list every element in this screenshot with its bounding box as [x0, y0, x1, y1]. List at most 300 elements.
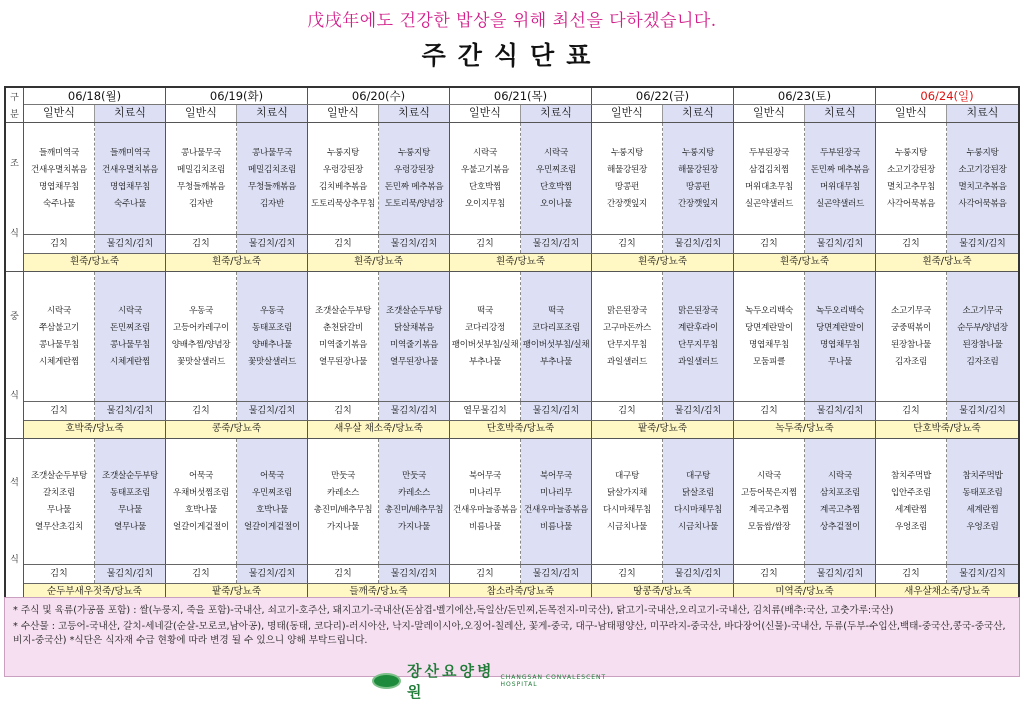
- menu-item: 팽이버섯부침/실채: [451, 339, 519, 350]
- menu-item: 미역줄기볶음: [389, 339, 438, 350]
- kimchi-cell: 김치: [734, 402, 805, 420]
- meal-name-char: 식: [10, 228, 19, 239]
- menu-item: 우불고기볶음: [460, 164, 509, 175]
- kimchi-cell: 물김치/김치: [237, 235, 308, 253]
- menu-item: 소고기강된장: [958, 164, 1007, 175]
- general-menu-cell: [592, 123, 663, 234]
- menu-item: 명엽채무침: [819, 339, 860, 350]
- kimchi-cell: 김치: [24, 235, 95, 253]
- menu-item: 궁중떡볶이: [890, 322, 931, 333]
- porridge-row: [24, 421, 1018, 438]
- porridge-cell: 흰죽/당뇨죽: [592, 254, 734, 271]
- menu-item: 사각어묵볶음: [958, 198, 1007, 209]
- hospital-logo: [372, 662, 622, 701]
- menu-item: 녹두오리백숙: [815, 305, 864, 316]
- type-general-header: 일반식: [24, 105, 95, 122]
- menu-item: 시락국: [827, 470, 852, 481]
- menu-item: 북어무국: [539, 470, 572, 481]
- type-therapy-header: 치료식: [95, 105, 166, 122]
- meal-name: [6, 123, 24, 271]
- menu-item: 건새우멸치볶음: [30, 164, 87, 175]
- origin-sea-text: * 수산물 : 고등어-국내산, 갈치-세네갈(순살-모로코,남아공), 명태(동태, 코다리)-러시아산, 낙지-말레이시아,오징어-칠레산, 꽃게-중국, 대구-남태평양산, 미꾸라지-중국산, 바다장어(신물)-국내산, 두류(두부-수입산,백태-중국산,콩국-중국산,비지-중국산) *식단은 식자재 수급 현황에 따라 변경 될 수 있으니 양해 부탁드립니다.: [13, 621, 1006, 646]
- menu-item: 호박나물: [255, 504, 288, 515]
- therapy-menu-cell: [947, 439, 1018, 564]
- menu-item: 조갯살순두부탕: [314, 305, 371, 316]
- kimchi-cell: 물김치/김치: [521, 235, 592, 253]
- general-menu-cell: [308, 272, 379, 401]
- menu-item: 고등어카레구이: [172, 322, 229, 333]
- menu-item: 과일샐러드: [677, 356, 718, 367]
- menu-item: 돈민짜 메추볶음: [384, 181, 444, 192]
- type-therapy-header: 치료식: [237, 105, 308, 122]
- porridge-cell: 순두부새우젓죽/당뇨죽: [24, 584, 166, 601]
- menu-item: 단무지무침: [677, 339, 718, 350]
- porridge-cell: 참소라죽/당뇨죽: [450, 584, 592, 601]
- general-menu-cell: [450, 439, 521, 564]
- therapy-menu-cell: [379, 123, 450, 234]
- porridge-cell: 단호박죽/당뇨죽: [913, 423, 981, 434]
- kimchi-cell: 김치: [24, 402, 95, 420]
- kimchi-cell: 김치: [876, 235, 947, 253]
- menu-item: 조갯살순두부탕: [101, 470, 158, 481]
- porridge-cell: 콩죽/당뇨죽: [166, 421, 308, 438]
- type-therapy-header: 치료식: [521, 105, 592, 122]
- menu-item: 건새우마늘종볶음: [523, 504, 588, 515]
- menu-item: 고등어묵은지찜: [740, 487, 797, 498]
- menu-item: 미나리무: [539, 487, 572, 498]
- menu-item: 코다리포조림: [531, 322, 580, 333]
- menu-item: 춘천닭갈비: [322, 322, 363, 333]
- menu-item: 단무지무침: [606, 339, 647, 350]
- menu-item: 시체게란찜: [109, 356, 150, 367]
- kimchi-cell: 물김치/김치: [805, 565, 876, 583]
- menu-item: 도토리묵상추무침: [310, 198, 375, 209]
- menu-item: 시락국: [472, 147, 497, 158]
- menu-item: 다시마채무침: [673, 504, 722, 515]
- menu-item: 대구탕: [685, 470, 710, 481]
- menu-item: 시금치나물: [606, 521, 647, 532]
- porridge-cell: 흰죽/당뇨죽: [308, 254, 450, 271]
- menu-item: 양배추나물: [251, 339, 292, 350]
- menu-item: 양배추찜/양념장: [171, 339, 231, 350]
- menu-item: 무청들깨볶음: [247, 181, 296, 192]
- general-menu-cell: [166, 123, 237, 234]
- page-title: 주간식단표: [421, 41, 603, 70]
- menu-item: 동태포조림: [251, 322, 292, 333]
- menu-item: 대구탕: [614, 470, 639, 481]
- menu-item: 오이지무침: [464, 198, 505, 209]
- weekly-menu-table: [4, 86, 1020, 603]
- menu-item: 돈민찌조림: [109, 322, 150, 333]
- therapy-menu-cell: [521, 439, 592, 564]
- kimchi-cell: 김치: [450, 235, 521, 253]
- menu-item: 된장참나물: [890, 339, 931, 350]
- menu-item: 우렁강된장: [393, 164, 434, 175]
- menu-item: 우민찌조림: [251, 487, 292, 498]
- kimchi-cell: 물김치/김치: [663, 235, 734, 253]
- kimchi-cell: 물김치/김치: [237, 402, 308, 420]
- hospital-name-en: CHANGSAN CONVALESCENT HOSPITAL: [500, 674, 607, 688]
- therapy-menu-cell: [521, 123, 592, 234]
- menu-item: 머위대초무침: [744, 181, 793, 192]
- menu-item: 닭살가지채: [606, 487, 647, 498]
- kimchi-cell: 물김치/김치: [95, 235, 166, 253]
- menu-item: 콩나물무침: [38, 339, 79, 350]
- day-header: 06/22(금): [592, 88, 734, 104]
- menu-item: 건새우멸치볶음: [101, 164, 158, 175]
- kimchi-cell: 김치: [734, 235, 805, 253]
- kimchi-cell: 물김치/김치: [95, 565, 166, 583]
- menu-item: 멸치고추무침: [886, 181, 935, 192]
- dish-row: [24, 272, 1018, 402]
- menu-item: 삼겹김치찜: [748, 164, 789, 175]
- menu-item: 만둣국: [401, 470, 426, 481]
- menu-item: 어묵국: [259, 470, 284, 481]
- menu-item: 김자조림: [966, 356, 999, 367]
- menu-item: 실곤약샐러드: [815, 198, 864, 209]
- porridge-cell: 팥죽/당뇨죽: [592, 421, 734, 438]
- menu-item: 맑은된장국: [606, 305, 647, 316]
- general-menu-cell: [166, 439, 237, 564]
- menu-item: 과일샐러드: [606, 356, 647, 367]
- menu-item: 삼치포조림: [819, 487, 860, 498]
- therapy-menu-cell: [663, 123, 734, 234]
- gubun-top: 구: [10, 93, 19, 103]
- menu-item: 당면계란말이: [744, 322, 793, 333]
- menu-item: 부추나물: [539, 356, 572, 367]
- meal-name-char: 중: [10, 312, 19, 322]
- menu-item: 계란후라이: [677, 322, 718, 333]
- menu-item: 갈치조림: [42, 487, 75, 498]
- menu-item: 간장깻잎지: [677, 198, 718, 209]
- therapy-menu-cell: [805, 272, 876, 401]
- therapy-menu-cell: [805, 123, 876, 234]
- menu-item: 우엉조림: [966, 521, 999, 532]
- menu-item: 우엉조림: [894, 521, 927, 532]
- menu-item: 어묵국: [188, 470, 213, 481]
- menu-item: 시락국: [543, 147, 568, 158]
- menu-item: 누룽지탕: [894, 147, 927, 158]
- dish-row: [24, 439, 1018, 565]
- menu-item: 비름나물: [468, 521, 501, 532]
- menu-item: 돈민짜 메추볶음: [810, 164, 870, 175]
- menu-item: 무나물: [117, 504, 142, 515]
- kimchi-cell: 물김치/김치: [805, 235, 876, 253]
- menu-item: 간장깻잎지: [606, 198, 647, 209]
- menu-item: 건새우마늘종볶음: [452, 504, 517, 515]
- porridge-cell: 녹두죽/당뇨죽: [734, 421, 876, 438]
- menu-item: 김치베추볶음: [318, 181, 367, 192]
- menu-item: 땅콩펀: [614, 181, 639, 192]
- general-menu-cell: [166, 272, 237, 401]
- menu-item: 호박나물: [184, 504, 217, 515]
- porridge-cell: 새우살채소죽/당뇨죽: [904, 586, 990, 597]
- menu-item: 메밀김치조림: [176, 164, 225, 175]
- general-menu-cell: [592, 439, 663, 564]
- menu-item: 계곡고추찜: [819, 504, 860, 515]
- menu-item: 시락국: [46, 305, 71, 316]
- menu-item: 세계란찜: [894, 504, 927, 515]
- therapy-menu-cell: [95, 123, 166, 234]
- general-menu-cell: [876, 272, 947, 401]
- menu-item: 닭살채볶음: [393, 322, 434, 333]
- type-general-header: 일반식: [166, 105, 237, 122]
- kimchi-cell: 김치: [308, 565, 379, 583]
- menu-item: 북어무국: [468, 470, 501, 481]
- therapy-menu-cell: [237, 123, 308, 234]
- menu-item: 당면계란말이: [815, 322, 864, 333]
- menu-item: 팽이버섯부침/실채: [522, 339, 590, 350]
- menu-item: 누룽지탕: [397, 147, 430, 158]
- porridge-cell: 흰죽/당뇨죽: [450, 254, 592, 271]
- day-header: 06/23(토): [734, 88, 876, 104]
- menu-item: 쭈삼불고기: [38, 322, 79, 333]
- kimchi-cell: 물김치/김치: [237, 565, 308, 583]
- day-header: 06/18(월): [24, 88, 166, 104]
- menu-item: 닭살조림: [681, 487, 714, 498]
- menu-item: 우채버섯찜조림: [172, 487, 229, 498]
- kimchi-cell: 물김치/김치: [95, 402, 166, 420]
- menu-item: 부추나물: [468, 356, 501, 367]
- porridge-cell: 흰죽/당뇨죽: [734, 254, 876, 271]
- menu-item: 명엽채무침: [38, 181, 79, 192]
- kimchi-row: [24, 402, 1018, 421]
- porridge-cell: 흰죽/당뇨죽: [166, 254, 308, 271]
- menu-item: 단호박찜: [539, 181, 572, 192]
- menu-item: 다시마채무침: [602, 504, 651, 515]
- kimchi-cell: 김치: [592, 402, 663, 420]
- therapy-menu-cell: [663, 439, 734, 564]
- therapy-menu-cell: [379, 439, 450, 564]
- porridge-cell: 흰죽/당뇨죽: [24, 254, 166, 271]
- menu-item: 열무된장나물: [318, 356, 367, 367]
- gubun-cell: [6, 88, 24, 122]
- menu-item: 참치주먹밥: [890, 470, 931, 481]
- menu-item: 소고기무국: [962, 305, 1003, 316]
- kimchi-cell: 김치: [876, 565, 947, 583]
- type-general-header: 일반식: [734, 105, 805, 122]
- menu-item: 명엽채무침: [748, 339, 789, 350]
- menu-item: 시락국: [117, 305, 142, 316]
- menu-item: 우동국: [188, 305, 213, 316]
- menu-item: 우렁강된장: [322, 164, 363, 175]
- menu-item: 콩나물무침: [109, 339, 150, 350]
- menu-item: 참치주먹밥: [962, 470, 1003, 481]
- therapy-menu-cell: [947, 123, 1018, 234]
- therapy-menu-cell: [805, 439, 876, 564]
- menu-item: 모둠피클: [752, 356, 785, 367]
- kimchi-cell: 물김치/김치: [663, 402, 734, 420]
- menu-item: 김자반: [259, 198, 284, 209]
- porridge-cell: 새우살 채소죽/당뇨죽: [308, 421, 450, 438]
- menu-item: 숙주나물: [113, 198, 146, 209]
- kimchi-cell: 열무물김치: [450, 402, 521, 420]
- porridge-cell: 땅콩죽/당뇨죽: [592, 584, 734, 601]
- therapy-menu-cell: [95, 272, 166, 401]
- therapy-menu-cell: [663, 272, 734, 401]
- menu-item: 상추겉절이: [819, 521, 860, 532]
- menu-item: 콩나물무국: [251, 147, 292, 158]
- type-therapy-header: 치료식: [947, 105, 1018, 122]
- general-menu-cell: [734, 439, 805, 564]
- menu-item: 모둠쌈/쌈장: [747, 521, 791, 532]
- menu-item: 가지나물: [397, 521, 430, 532]
- kimchi-cell: 물김치/김치: [521, 402, 592, 420]
- type-general-header: 일반식: [592, 105, 663, 122]
- origin-meat-text: * 주식 및 육류(가공품 포함) : 쌀(누룽지, 죽을 포함)-국내산, 쇠고기-호주산, 돼지고기-국내산(돈삼겹-벨기에산,독일산/돈민찌,돈목전지-미국산), 닭고기-국내산,오리고기-국내산, 김치류(배추:국산, 고춧가루:국산): [13, 605, 894, 616]
- kimchi-cell: 김치: [592, 565, 663, 583]
- general-menu-cell: [24, 272, 95, 401]
- kimchi-row: [24, 565, 1018, 584]
- menu-item: 두부된장국: [819, 147, 860, 158]
- menu-item: 시락국: [756, 470, 781, 481]
- menu-item: 맑은된장국: [677, 305, 718, 316]
- meal-name-char: 조: [10, 158, 19, 169]
- menu-item: 입안주조림: [890, 487, 931, 498]
- kimchi-cell: 김치: [876, 402, 947, 420]
- menu-item: 총진미/배추무침: [313, 504, 373, 515]
- day-header-row: [24, 88, 1018, 105]
- type-therapy-header: 치료식: [805, 105, 876, 122]
- menu-item: 숙주나물: [42, 198, 75, 209]
- kimchi-cell: 김치: [308, 402, 379, 420]
- origin-notice: [4, 597, 1020, 677]
- menu-item: 카레소스: [397, 487, 430, 498]
- kimchi-cell: 김치: [308, 235, 379, 253]
- menu-item: 들깨미역국: [38, 147, 79, 158]
- menu-item: 누룽지탕: [610, 147, 643, 158]
- porridge-cell: 단호박죽/당뇨죽: [450, 421, 592, 438]
- porridge-cell: 호박죽/당뇨죽: [24, 421, 166, 438]
- type-header-row: [24, 105, 1018, 122]
- menu-item: 실곤약샐러드: [744, 198, 793, 209]
- menu-item: 무나물: [46, 504, 71, 515]
- kimchi-cell: 물김치/김치: [947, 235, 1018, 253]
- menu-item: 조갯살순두부탕: [30, 470, 87, 481]
- hospital-name: 장산요양병원: [407, 662, 495, 701]
- menu-item: 무나물: [827, 356, 852, 367]
- menu-item: 계곡고추찜: [748, 504, 789, 515]
- menu-item: 녹두오리백숙: [744, 305, 793, 316]
- general-menu-cell: [24, 439, 95, 564]
- type-general-header: 일반식: [876, 105, 947, 122]
- kimchi-cell: 물김치/김치: [663, 565, 734, 583]
- menu-item: 들깨미역국: [109, 147, 150, 158]
- general-menu-cell: [308, 123, 379, 234]
- porridge-cell: 흰죽/당뇨죽: [922, 256, 972, 267]
- kimchi-cell: 물김치/김치: [379, 235, 450, 253]
- menu-item: 세계란찜: [966, 504, 999, 515]
- therapy-menu-cell: [237, 272, 308, 401]
- menu-item: 꽃맛살샐러드: [176, 356, 225, 367]
- day-header: 06/20(수): [308, 88, 450, 104]
- day-header: 06/21(목): [450, 88, 592, 104]
- menu-item: 시금치나물: [677, 521, 718, 532]
- gubun-bottom: 분: [10, 110, 19, 120]
- general-menu-cell: [308, 439, 379, 564]
- kimchi-cell: 물김치/김치: [521, 565, 592, 583]
- menu-item: 사각어묵볶음: [886, 198, 935, 209]
- menu-item: 조갯살순두부탕: [385, 305, 442, 316]
- kimchi-cell: 김치: [450, 565, 521, 583]
- menu-item: 해물강된장: [606, 164, 647, 175]
- menu-item: 열무나물: [113, 521, 146, 532]
- menu-item: 김자조림: [894, 356, 927, 367]
- menu-item: 명엽채무침: [109, 181, 150, 192]
- menu-item: 누룽지탕: [326, 147, 359, 158]
- menu-item: 고구마돈까스: [602, 322, 651, 333]
- general-menu-cell: [24, 123, 95, 234]
- menu-item: 무청들깨볶음: [176, 181, 225, 192]
- day-header: 06/19(화): [166, 88, 308, 104]
- general-menu-cell: [450, 272, 521, 401]
- menu-item: 도토리묵/양념장: [384, 198, 444, 209]
- meal-section: [6, 272, 1018, 439]
- kimchi-cell: 김치: [24, 565, 95, 583]
- type-therapy-header: 치료식: [663, 105, 734, 122]
- type-general-header: 일반식: [308, 105, 379, 122]
- kimchi-cell: 김치: [592, 235, 663, 253]
- dish-row: [24, 123, 1018, 235]
- menu-item: 열무산초김치: [34, 521, 83, 532]
- general-menu-cell: [876, 439, 947, 564]
- kimchi-cell: 김치: [734, 565, 805, 583]
- menu-item: 만둣국: [330, 470, 355, 481]
- general-menu-cell: [450, 123, 521, 234]
- menu-item: 우민찌조림: [535, 164, 576, 175]
- meal-name: [6, 272, 24, 438]
- menu-item: 꽃맛살샐러드: [247, 356, 296, 367]
- kimchi-cell: 물김치/김치: [947, 402, 1018, 420]
- menu-item: 떡국: [547, 305, 564, 316]
- type-general-header: 일반식: [450, 105, 521, 122]
- therapy-menu-cell: [947, 272, 1018, 401]
- type-therapy-header: 치료식: [379, 105, 450, 122]
- kimchi-cell: 물김치/김치: [379, 565, 450, 583]
- menu-item: 총진미/배추무침: [384, 504, 444, 515]
- menu-item: 누룽지탕: [966, 147, 999, 158]
- kimchi-cell: 물김치/김치: [379, 402, 450, 420]
- porridge-cell: 팥죽/당뇨죽: [166, 584, 308, 601]
- menu-item: 콩나물무국: [180, 147, 221, 158]
- menu-item: 누룽지탕: [681, 147, 714, 158]
- meal-section: [6, 439, 1018, 601]
- menu-item: 소고기강된장: [886, 164, 935, 175]
- menu-item: 김자반: [188, 198, 213, 209]
- therapy-menu-cell: [237, 439, 308, 564]
- general-menu-cell: [734, 272, 805, 401]
- meal-name: [6, 439, 24, 601]
- table-header: [6, 88, 1018, 123]
- menu-item: 동태포조림: [109, 487, 150, 498]
- menu-item: 카레소스: [326, 487, 359, 498]
- porridge-cell: 미역죽/당뇨죽: [734, 584, 876, 601]
- menu-item: 오이나물: [539, 198, 572, 209]
- menu-item: 된장참나물: [962, 339, 1003, 350]
- menu-item: 얼갈이게겉절이: [243, 521, 300, 532]
- menu-item: 비름나물: [539, 521, 572, 532]
- meal-name-char: 식: [10, 555, 19, 565]
- general-menu-cell: [734, 123, 805, 234]
- meal-name-char: 식: [10, 391, 19, 401]
- menu-item: 두부된장국: [748, 147, 789, 158]
- kimchi-row: [24, 235, 1018, 254]
- kimchi-cell: 김치: [166, 235, 237, 253]
- menu-item: 코다리강정: [464, 322, 505, 333]
- menu-item: 머위대무침: [819, 181, 860, 192]
- kimchi-cell: 김치: [166, 565, 237, 583]
- meal-name-char: 석: [10, 478, 19, 488]
